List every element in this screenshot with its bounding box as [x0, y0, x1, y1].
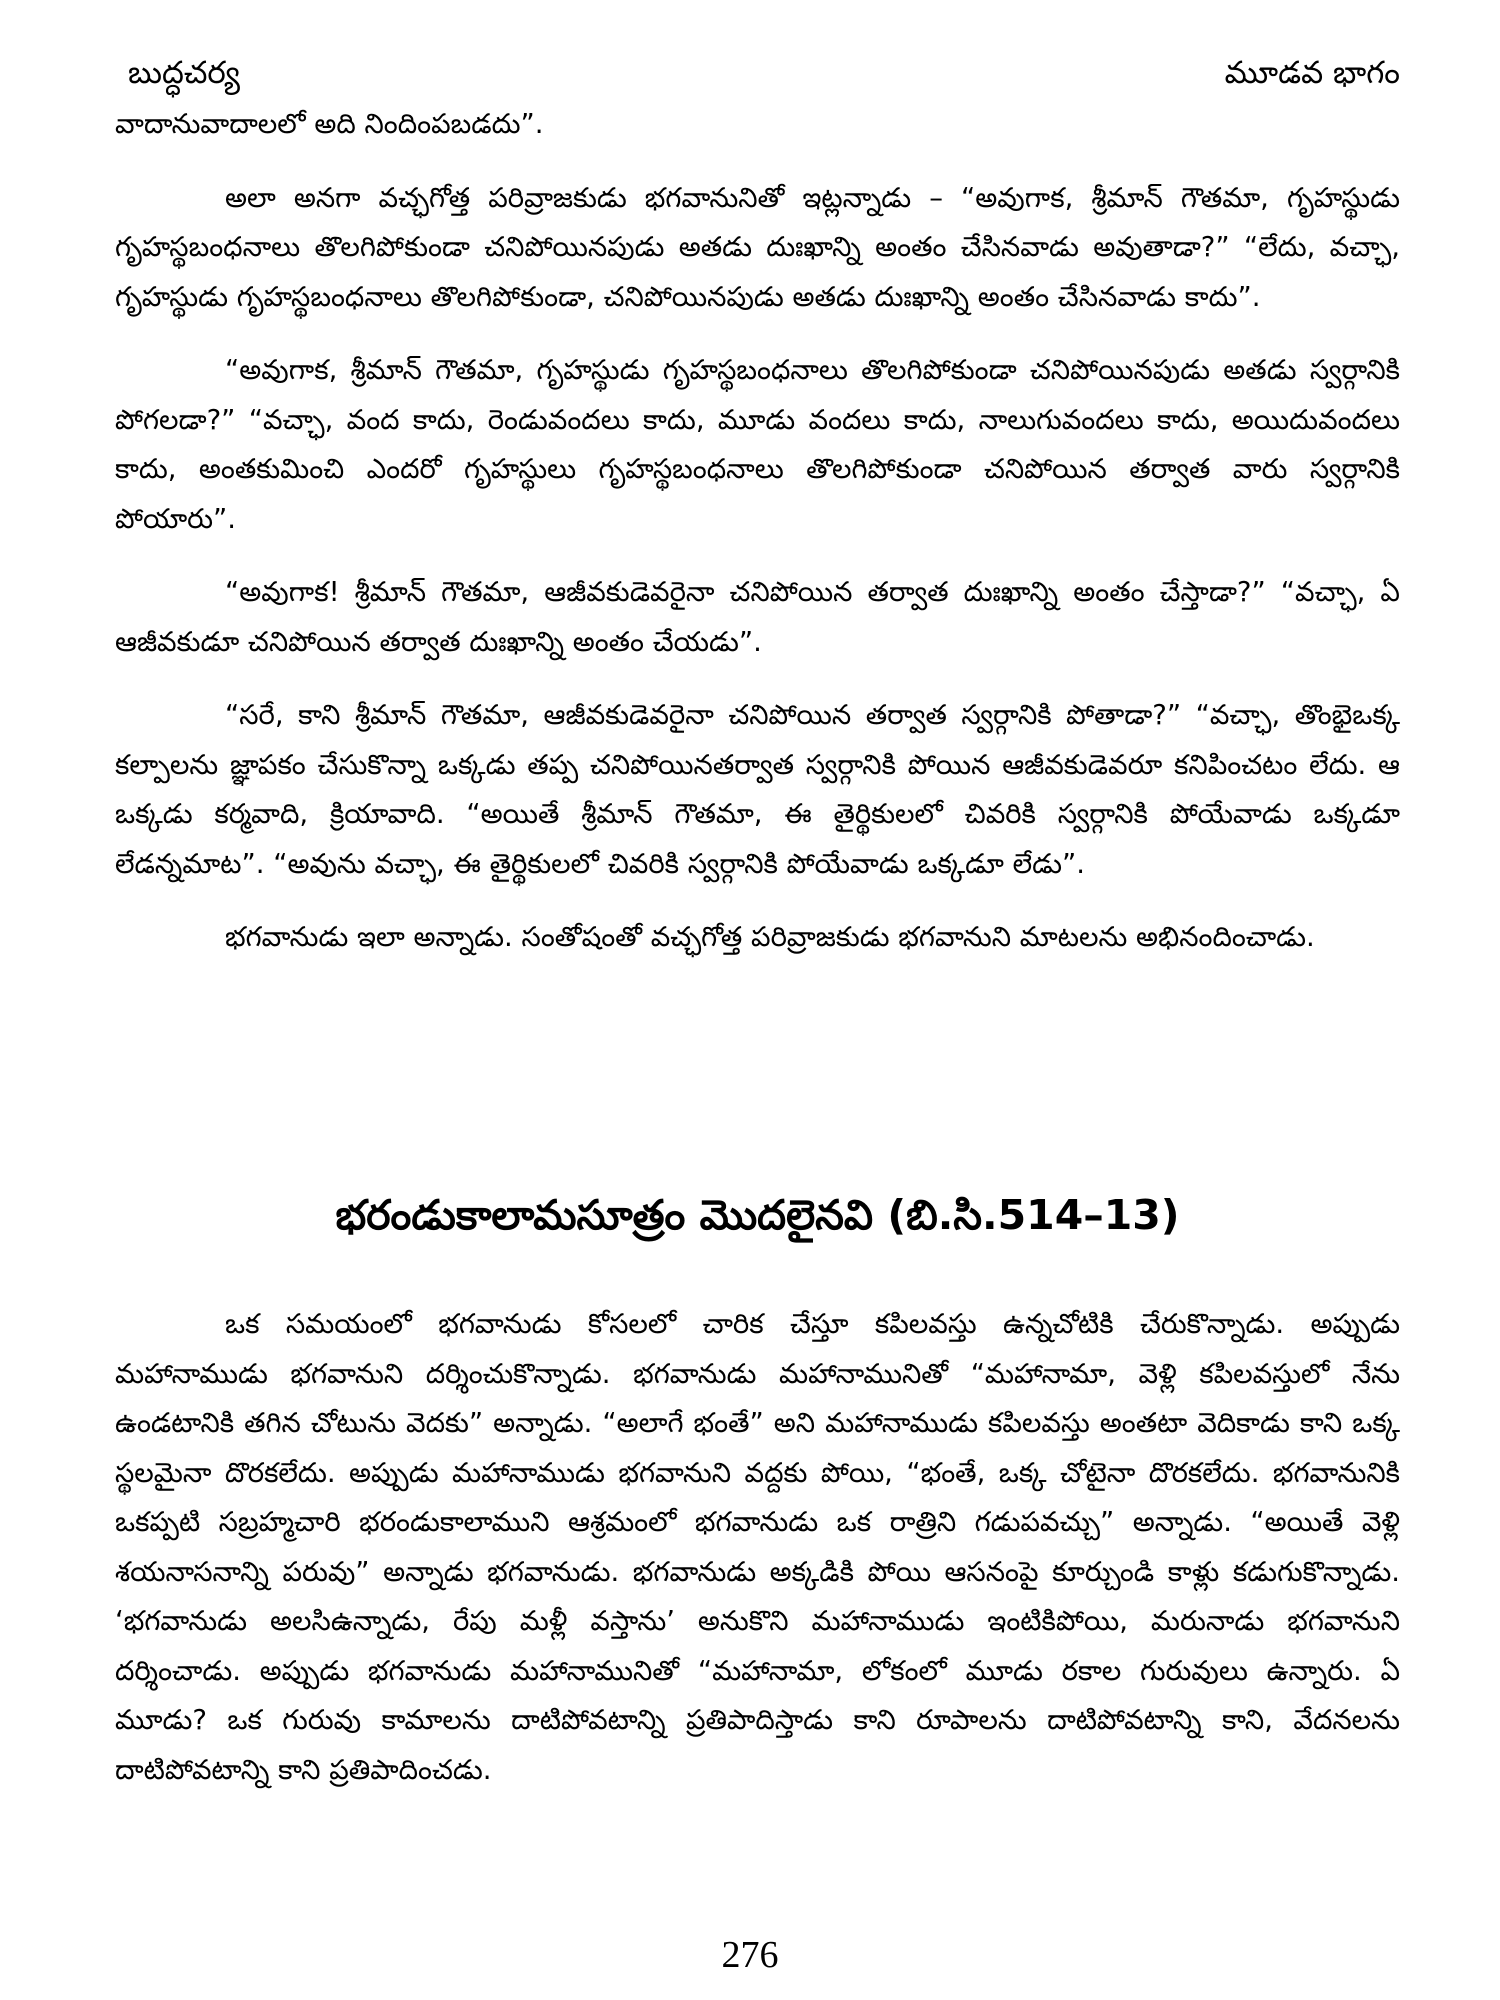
- paragraph-continued: వాదానువాదాలలో అది నిందింపబడదు”.: [115, 108, 544, 140]
- header-book-title: బుద్ధచర్య: [128, 55, 241, 91]
- paragraph: భగవానుడు ఇలా అన్నాడు. సంతోషంతో వచ్ఛగోత్త పరివ్రాజకుడు భగవానుని మాటలను అభినందించాడు.: [225, 921, 1315, 953]
- section-text: [115, 1300, 1400, 1795]
- page-number: 276: [721, 1934, 779, 1976]
- section-heading: భరండుకాలామసూత్రం మొదలైనవి (బి.సి.514–13): [335, 1191, 1180, 1239]
- paragraph: “అవుగాక, శ్రీమాన్ గౌతమా, గృహస్థుడు గృహస్థబంధనాలు తొలగిపోకుండా చనిపోయినపుడు అతడు స్వర్గానికి పోగలడా?” “వచ్ఛా, వంద కాదు, రెండువందలు కాదు, మూడు వందలు కాదు, నాలుగువందలు కాదు, అయిదువందలు కాదు, అంతకుమించి ఎందరో గృహస్థులు గృహస్థబంధనాలు తొలగిపోకుండా చనిపోయిన తర్వాత వారు స్వర్గానికి పోయారు”.: [115, 354, 1400, 535]
- paragraph: “సరే, కాని శ్రీమాన్ గౌతమా, ఆజీవకుడెవరైనా చనిపోయిన తర్వాత స్వర్గానికి పోతాడా?” “వచ్ఛా, తొంభైఒక్క కల్పాలను జ్ఞాపకం చేసుకొన్నా ఒక్కడు తప్ప చనిపోయినతర్వాత స్వర్గానికి పోయిన ఆజీవకుడెవరూ కనిపించటం లేదు. ఆ ఒక్కడు కర్మవాది, క్రియావాది. “అయితే శ్రీమాన్ గౌతమా, ఈ తైర్థికులలో చివరికి స్వర్గానికి పోయేవాడు ఒక్కడూ లేడన్నమాట”. “అవును వచ్ఛా, ఈ తైర్థికులలో చివరికి స్వర్గానికి పోయేవాడు ఒక్కడూ లేడు”.: [115, 699, 1400, 880]
- paragraph: అలా అనగా వచ్ఛగోత్త పరివ్రాజకుడు భగవానునితో ఇట్లన్నాడు – “అవుగాక, శ్రీమాన్ గౌతమా, గృహస్థుడు గృహస్థబంధనాలు తొలగిపోకుండా చనిపోయినపుడు అతడు దుఃఖాన్ని అంతం చేసినవాడు అవుతాడా?” “లేదు, వచ్ఛా, గృహస్థుడు గృహస్థబంధనాలు తొలగిపోకుండా, చనిపోయినపుడు అతడు దుఃఖాన్ని అంతం చేసినవాడు కాదు”.: [115, 181, 1400, 313]
- paragraph: ఒక సమయంలో భగవానుడు కోసలలో చారిక చేస్తూ కపిలవస్తు ఉన్నచోటికి చేరుకొన్నాడు. అప్పుడు మహానాముడు భగవానుని దర్శించుకొన్నాడు. భగవానుడు మహానామునితో “మహానామా, వెళ్లి కపిలవస్తులో నేను ఉండటానికి తగిన చోటును వెదకు” అన్నాడు. “అలాగే భంతే” అని మహానాముడు కపిలవస్తు అంతటా వెదికాడు కాని ఒక్క స్థలమైనా దొరకలేదు. అప్పుడు మహానాముడు భగవానుని వద్దకు పోయి, “భంతే, ఒక్క చోటైనా దొరకలేదు. భగవానునికి ఒకప్పటి సబ్రహ్మచారి భరండుకాలాముని ఆశ్రమంలో భగవానుడు ఒక రాత్రిని గడుపవచ్చు” అన్నాడు. “అయితే వెళ్లి శయనాసనాన్ని పరువు” అన్నాడు భగవానుడు. భగవానుడు అక్కడికి పోయి ఆసనంపై కూర్చుండి కాళ్లు కడుగుకొన్నాడు. ‘భగవానుడు అలసిఉన్నాడు, రేపు మళ్లీ వస్తాను’ అనుకొని మహానాముడు ఇంటికిపోయి, మరునాడు భగవానుని దర్శించాడు. అప్పుడు భగవానుడు మహానామునితో “మహానామా, లోకంలో మూడు రకాల గురువులు ఉన్నారు. ఏ మూడు? ఒక గురువు కామాలను దాటిపోవటాన్ని ప్రతిపాదిస్తాడు కాని రూపాలను దాటిపోవటాన్ని కాని, వేదనలను దాటిపోవటాన్ని కాని ప్రతిపాదించడు.: [115, 1308, 1400, 1786]
- header-part-title: మూడవ భాగం: [1224, 55, 1400, 91]
- main-text: [115, 100, 1400, 987]
- running-header: [128, 48, 1400, 98]
- paragraph: “అవుగాక! శ్రీమాన్ గౌతమా, ఆజీవకుడెవరైనా చనిపోయిన తర్వాత దుఃఖాన్ని అంతం చేస్తాడా?” “వచ్ఛా, ఏ ఆజీవకుడూ చనిపోయిన తర్వాత దుఃఖాన్ని అంతం చేయడు”.: [115, 576, 1400, 658]
